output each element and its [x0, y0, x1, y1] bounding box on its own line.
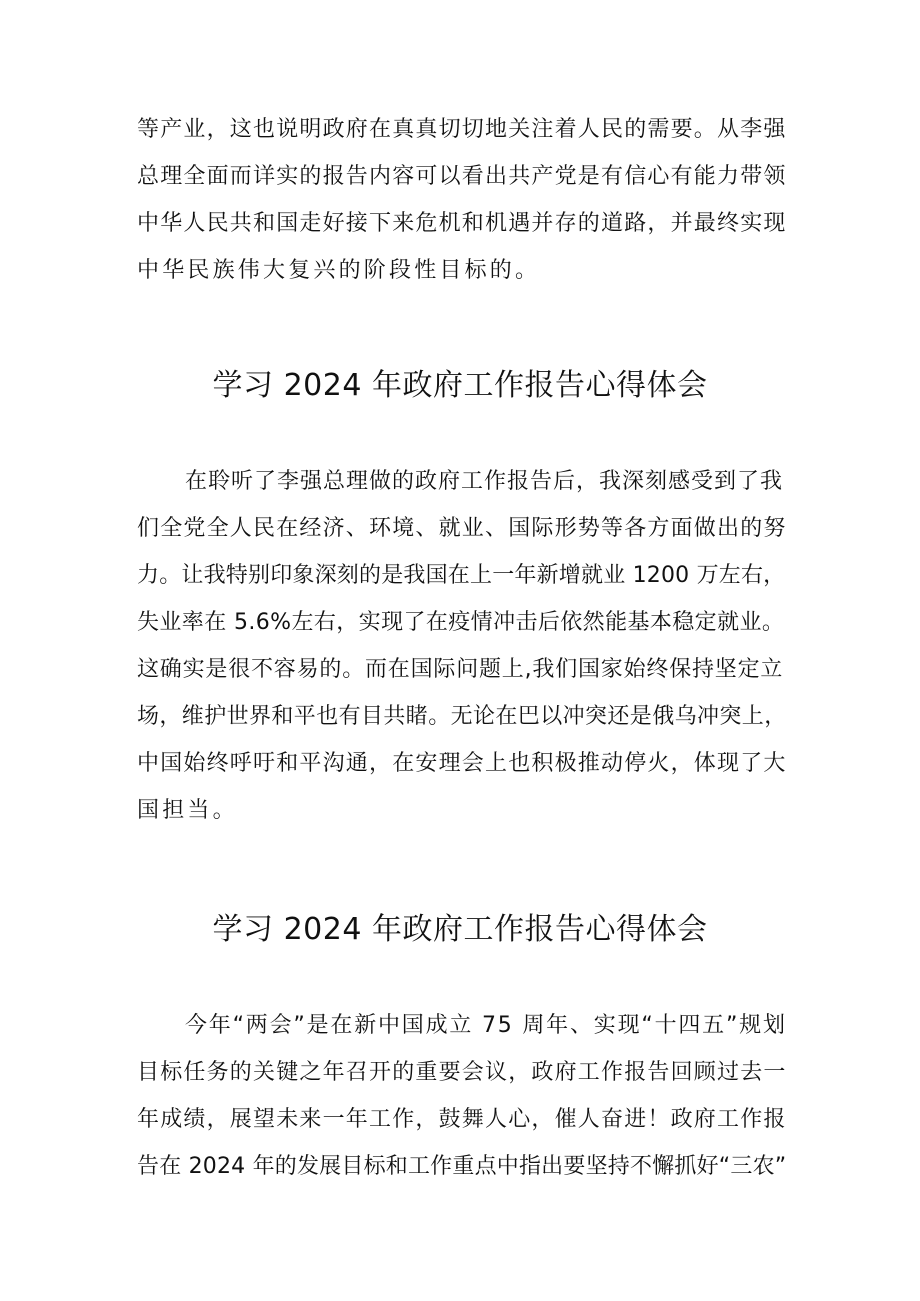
section-2-paragraph — [137, 1002, 787, 1190]
paragraph-continued — [137, 106, 787, 294]
text-line: 中华人民共和国走好接下来危机和机遇并存的道路，并最终实现 — [137, 211, 787, 236]
text-line: 这确实是很不容易的。而在国际问题上,我们国家始终保持坚定立 — [137, 657, 784, 682]
text-line: 今年“两会”是在新中国成立 75 周年、实现“十四五”规划 — [185, 1013, 787, 1038]
text-line: 力。让我特别印象深刻的是我国在上一年新增就业 1200 万左右， — [137, 563, 786, 588]
text-line: 年成绩，展望未来一年工作，鼓舞人心，催人奋进！政府工作报 — [137, 1107, 787, 1132]
text-line: 中国始终呼吁和平沟通，在安理会上也积极推动停火，体现了大 — [137, 751, 787, 776]
text-line: 场，维护世界和平也有目共睹。无论在巴以冲突还是俄乌冲突上， — [137, 704, 787, 729]
section-title: 学习 2024 年政府工作报告心得体会 — [212, 368, 708, 403]
text-line: 失业率在 5.6%左右，实现了在疫情冲击后依然能基本稳定就业。 — [137, 610, 785, 635]
section-1-paragraph — [137, 458, 787, 834]
text-line: 在聆听了李强总理做的政府工作报告后，我深刻感受到了我 — [185, 469, 784, 494]
text-line: 总理全面而详实的报告内容可以看出共产党是有信心有能力带领 — [137, 164, 787, 189]
section-title: 学习 2024 年政府工作报告心得体会 — [212, 912, 708, 947]
text-line: 目标任务的关键之年召开的重要会议，政府工作报告回顾过去一 — [137, 1060, 787, 1085]
text-line: 国担当。 — [137, 798, 238, 823]
text-line: 中华民族伟大复兴的阶段性目标的。 — [137, 258, 541, 283]
text-line: 们全党全人民在经济、环境、就业、国际形势等各方面做出的努 — [137, 516, 787, 541]
text-line: 等产业，这也说明政府在真真切切地关注着人民的需要。从李强 — [137, 117, 787, 142]
text-line: 告在 2024 年的发展目标和工作重点中指出要坚持不懈抓好“三农” — [137, 1154, 787, 1179]
